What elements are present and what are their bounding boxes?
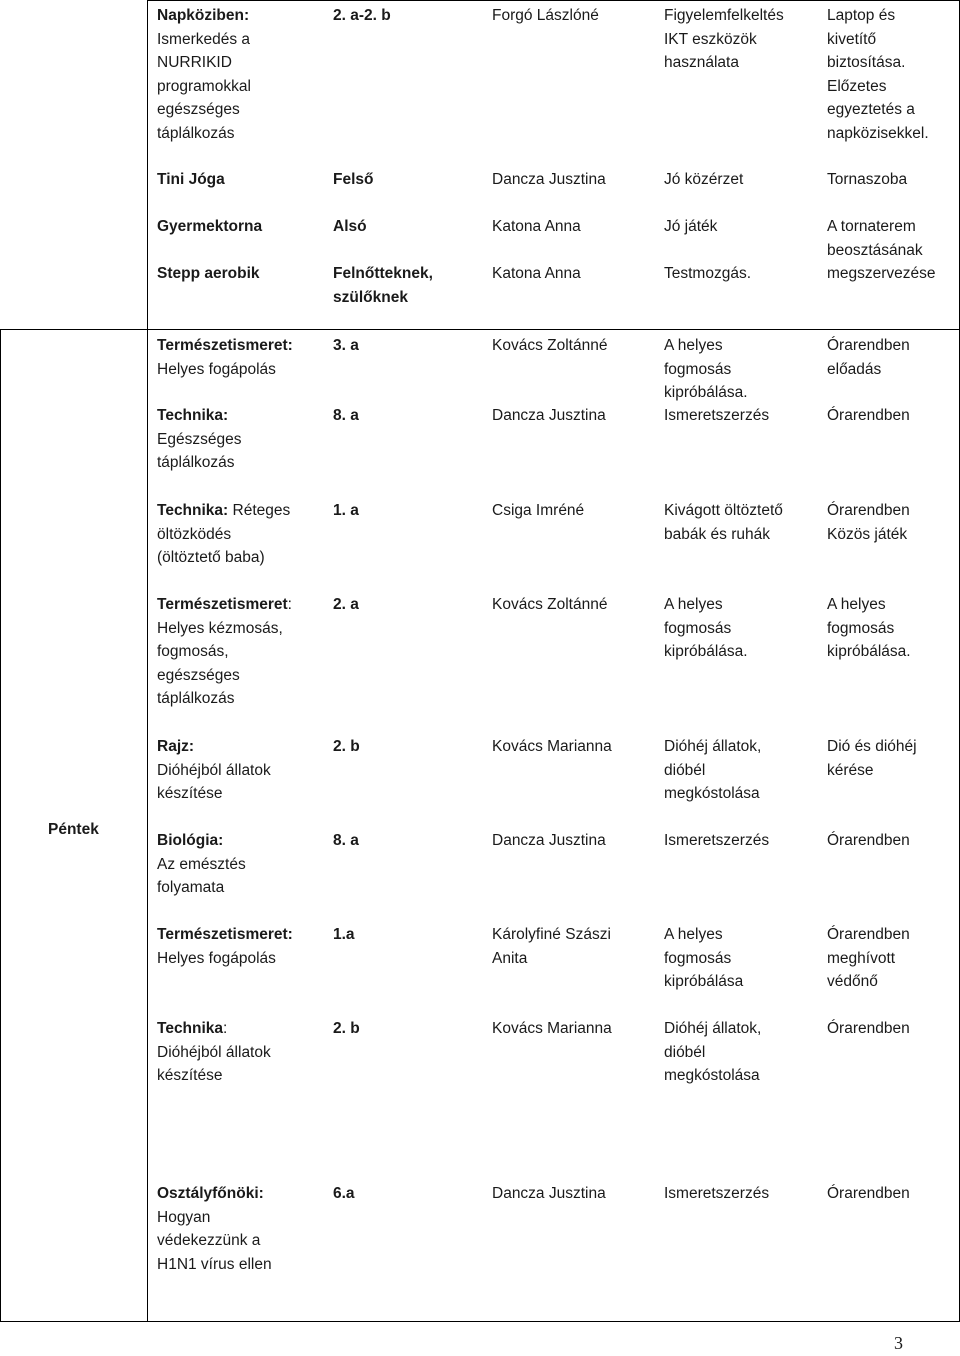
table-border-left-upper <box>147 0 148 330</box>
activity-line: táplálkozás <box>157 690 235 707</box>
teacher-cell: Dancza Jusztina <box>492 832 606 849</box>
teacher-cell: Kovács Zoltánné <box>492 596 608 613</box>
teacher-cell: Csiga Imréné <box>492 502 585 519</box>
teacher-cell: Kovács Marianna <box>492 1020 612 1037</box>
note-cell: Előzetes <box>827 77 887 95</box>
goal-cell: Ismeretszerzés <box>664 1185 770 1202</box>
day-label: Péntek <box>48 821 99 838</box>
activity-line: védekezzünk a <box>157 1232 261 1249</box>
note-cell: Közös játék <box>827 525 908 543</box>
activity-line: Rajz: <box>157 738 195 755</box>
table-border-bottom <box>0 1321 960 1322</box>
activity-line: NURRIKID <box>157 54 232 71</box>
note-cell: Órarendben <box>827 1020 910 1037</box>
note-cell: A tornaterem <box>827 218 916 235</box>
teacher-cell: Anita <box>492 949 528 967</box>
note-cell: Órarendben <box>827 1185 910 1202</box>
note-cell: egyeztetés a <box>827 101 915 118</box>
activity-line: Egészséges <box>157 430 242 448</box>
class-cell: Alsó <box>333 218 367 235</box>
class-cell: 2. a-2. b <box>333 7 391 24</box>
goal-cell: Dióhéj állatok, <box>664 738 762 755</box>
note-cell: Órarendben <box>827 832 910 849</box>
teacher-cell: Kovács Marianna <box>492 738 612 755</box>
class-cell: Felső <box>333 171 374 188</box>
class-cell: Felnőtteknek, <box>333 265 433 282</box>
class-cell: szülőknek <box>333 288 408 306</box>
note-cell: napközisekkel. <box>827 124 929 142</box>
note-cell: Órarendben <box>827 926 910 943</box>
note-cell: biztosítása. <box>827 54 906 71</box>
class-cell: 8. a <box>333 407 359 424</box>
activity-topic: Réteges <box>228 502 291 519</box>
teacher-cell: Dancza Jusztina <box>492 171 606 188</box>
note-cell: Tornaszoba <box>827 171 908 188</box>
goal-cell: kipróbálása <box>664 973 744 990</box>
teacher-cell: Dancza Jusztina <box>492 407 606 424</box>
goal-cell: Ismeretszerzés <box>664 832 770 849</box>
goal-cell: dióbél <box>664 761 706 779</box>
activity-subject: Technika <box>157 1020 224 1037</box>
note-cell: Órarendben <box>827 502 910 519</box>
note-cell: fogmosás <box>827 619 895 637</box>
note-cell: megszervezése <box>827 265 936 282</box>
activity-line: öltözködés <box>157 525 232 543</box>
note-cell: beosztásának <box>827 241 923 259</box>
goal-cell: Ismeretszerzés <box>664 407 770 424</box>
class-cell: 2. b <box>333 738 360 755</box>
activity-topic: : <box>287 596 292 613</box>
activity-line: Helyes fogápolás <box>157 949 276 967</box>
class-cell: 1.a <box>333 926 355 943</box>
note-cell: Órarendben <box>827 337 910 354</box>
activity-topic: : <box>223 1020 228 1037</box>
activity-line: fogmosás, <box>157 643 229 660</box>
note-cell: Laptop és <box>827 7 896 24</box>
goal-cell: IKT eszközök <box>664 30 757 48</box>
activity-line: Stepp aerobik <box>157 265 260 282</box>
goal-cell: Kivágott öltöztető <box>664 502 783 519</box>
goal-cell: A helyes <box>664 596 723 613</box>
note-cell: Dió és dióhéj <box>827 738 917 755</box>
goal-cell: Jó játék <box>664 218 718 235</box>
activity-line <box>157 593 292 617</box>
activity-line: H1N1 vírus ellen <box>157 1255 272 1273</box>
teacher-cell: Károlyfiné Szászi <box>492 926 611 943</box>
activity-line: táplálkozás <box>157 454 235 471</box>
goal-cell: megkóstolása <box>664 785 760 802</box>
activity-line: táplálkozás <box>157 124 235 142</box>
activity-line: Természetismeret: <box>157 926 293 943</box>
activity-line: egészséges <box>157 101 240 118</box>
note-cell: kipróbálása. <box>827 643 911 660</box>
note-cell: A helyes <box>827 596 886 613</box>
activity-subject: Természetismeret <box>157 596 288 613</box>
note-cell: védőnő <box>827 973 878 990</box>
note-cell: Órarendben <box>827 407 910 424</box>
class-cell: 3. a <box>333 337 359 354</box>
teacher-cell: Kovács Zoltánné <box>492 337 608 354</box>
goal-cell: Testmozgás. <box>664 265 752 282</box>
goal-cell: dióbél <box>664 1043 706 1061</box>
activity-line: Dióhéjból állatok <box>157 761 271 779</box>
activity-line: Dióhéjból állatok <box>157 1043 271 1061</box>
goal-cell: fogmosás <box>664 619 732 637</box>
activity-line: Biológia: <box>157 832 224 849</box>
page-number: 3 <box>894 1333 903 1353</box>
class-cell: 8. a <box>333 832 359 849</box>
goal-cell: Dióhéj állatok, <box>664 1020 762 1037</box>
table-border-top <box>147 0 960 1</box>
activity-line <box>157 499 290 523</box>
note-cell: előadás <box>827 360 882 378</box>
activity-line: Osztályfőnöki: <box>157 1185 264 1202</box>
goal-cell: A helyes <box>664 337 723 354</box>
teacher-cell: Forgó Lászlóné <box>492 7 599 24</box>
class-cell: 2. b <box>333 1020 360 1037</box>
activity-line: Gyermektorna <box>157 218 263 235</box>
goal-cell: használata <box>664 54 739 71</box>
goal-cell: babák és ruhák <box>664 525 770 543</box>
activity-line: folyamata <box>157 879 225 896</box>
activity-line: Természetismeret: <box>157 337 293 354</box>
activity-line <box>157 1017 227 1041</box>
activity-line: egészséges <box>157 666 240 684</box>
activity-line: Az emésztés <box>157 855 246 873</box>
activity-line: Tini Jóga <box>157 171 225 188</box>
teacher-cell: Katona Anna <box>492 265 581 282</box>
activity-line: Hogyan <box>157 1208 211 1226</box>
goal-cell: megkóstolása <box>664 1067 760 1084</box>
teacher-cell: Dancza Jusztina <box>492 1185 606 1202</box>
table-border-day-column <box>147 329 148 1322</box>
note-cell: meghívott <box>827 949 896 967</box>
class-cell: 2. a <box>333 596 359 613</box>
activity-line: Helyes kézmosás, <box>157 619 283 637</box>
activity-line: Napköziben: <box>157 7 250 24</box>
activity-line: Ismerkedés a <box>157 30 251 48</box>
class-cell: 1. a <box>333 502 359 519</box>
activity-line: készítése <box>157 1067 223 1084</box>
goal-cell: A helyes <box>664 926 723 943</box>
goal-cell: kipróbálása. <box>664 384 748 401</box>
note-cell: kérése <box>827 761 874 779</box>
table-divider-row <box>0 329 960 330</box>
activity-line: készítése <box>157 785 223 802</box>
goal-cell: fogmosás <box>664 360 732 378</box>
activity-line: (öltöztető baba) <box>157 549 265 566</box>
activity-line: Helyes fogápolás <box>157 360 276 378</box>
goal-cell: kipróbálása. <box>664 643 748 660</box>
note-cell: kivetítő <box>827 30 877 48</box>
activity-subject: Technika: <box>157 502 229 519</box>
class-cell: 6.a <box>333 1185 355 1202</box>
activity-line: programokkal <box>157 77 251 95</box>
activity-line: Technika: <box>157 407 229 424</box>
teacher-cell: Katona Anna <box>492 218 581 235</box>
goal-cell: fogmosás <box>664 949 732 967</box>
table-border-left-outer <box>0 329 1 1322</box>
goal-cell: Jó közérzet <box>664 171 744 188</box>
goal-cell: Figyelemfelkeltés <box>664 7 784 24</box>
